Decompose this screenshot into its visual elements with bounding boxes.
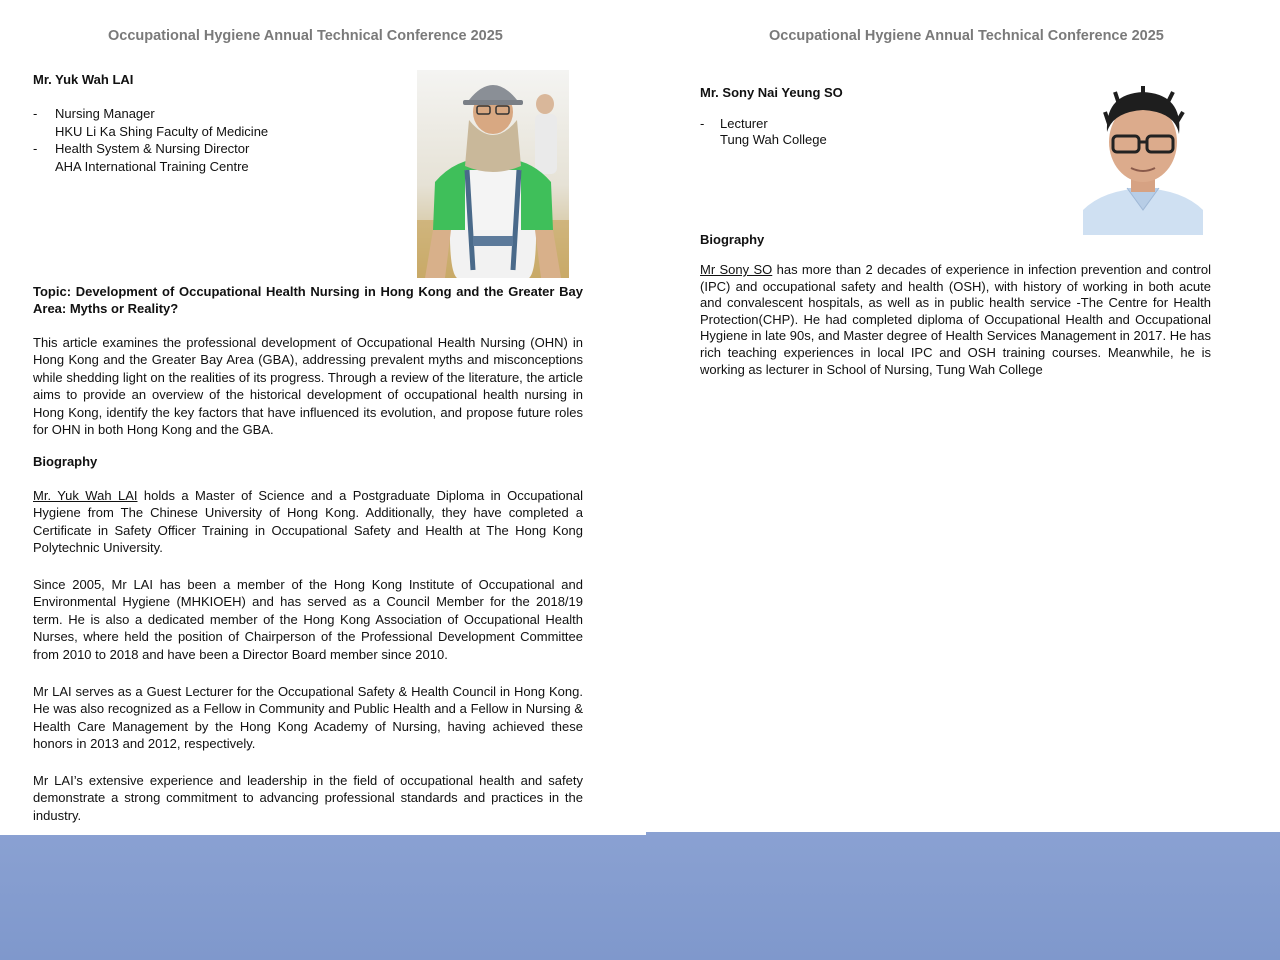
background-band	[0, 832, 1280, 960]
bio-paragraph	[700, 262, 1211, 378]
role-title: Lecturer	[720, 116, 768, 131]
bio-paragraph: Mr LAI serves as a Guest Lecturer for the Occupational Safety & Health Council in Hong Kong. He was also recognized as a Fellow in Community and Public Health and a Fellow in Nursing & Health Care Management by the Hong Kong Academy of Nursing, having achieved these honors in 2013 and 2012, respectively.	[33, 684, 583, 752]
role-org: Tung Wah College	[720, 132, 827, 147]
bio-paragraph: Mr LAI’s extensive experience and leadership in the field of occupational health and safety demonstrate a strong commitment to advancing professional standards and practices in the industry.	[33, 773, 583, 823]
speaker-roles	[33, 105, 268, 175]
role-org: AHA International Training Centre	[55, 158, 249, 174]
biography-heading: Biography	[33, 454, 98, 469]
bio-paragraph: Since 2005, Mr LAI has been a member of the Hong Kong Institute of Occupational and Environmental Hygiene (MHKIOEH) and has served as a Council Member for the 2018/19 term. He is also a dedicated member of the Hong Kong Association of Occupational Health Nurses, where held the position of Chairperson of the Professional Development Committee from 2010 to 2018 and have been a Director Board member since 2010.	[33, 577, 583, 662]
speaker-name: Mr. Yuk Wah LAI	[33, 72, 134, 87]
role-title: Nursing Manager	[55, 106, 155, 121]
role-item: - Health System & Nursing Director AHA International Training Centre	[33, 141, 250, 174]
talk-abstract: This article examines the professional development of Occupational Health Nursing (OHN) in Hong Kong and the Greater Bay Area (GBA), addressing prevalent myths and misconceptions while shedding light on the realities of its progress. Through a review of the literature, the article aims to provide an overview of the historical development of occupational health nursing in Hong Kong, identify the key factors that have influenced its evolution, and propose future roles for OHN in both Hong Kong and the GBA.	[33, 335, 583, 438]
bio-paragraph-text: holds a Master of Science and a Postgraduate Diploma in Occupational Hygiene from The Chinese University of Hong Kong. Additionally, they have completed a Certificate in Safety Officer Training in Occupational Safety and Health at The Hong Kong Polytechnic University.	[33, 488, 583, 556]
biography-heading: Biography	[700, 232, 765, 247]
bio-speaker-name: Mr. Yuk Wah LAI	[33, 488, 138, 503]
speaker-roles	[700, 116, 827, 148]
page-right	[647, 0, 1280, 832]
bio-paragraph	[33, 487, 583, 557]
bio-speaker-name: Mr Sony SO	[700, 262, 773, 277]
role-org: HKU Li Ka Shing Faculty of Medicine	[55, 123, 269, 139]
speaker-name: Mr. Sony Nai Yeung SO	[700, 85, 843, 100]
headshot-portrait-photo	[1083, 82, 1203, 235]
role-item: - Lecturer Tung Wah College	[700, 116, 827, 147]
page-header: Occupational Hygiene Annual Technical Conference 2025	[769, 28, 1164, 44]
talk-topic: Topic: Development of Occupational Health Nursing in Hong Kong and the Greater Bay Area: Myths or Reality?	[33, 284, 583, 317]
page-header: Occupational Hygiene Annual Technical Conference 2025	[108, 28, 503, 44]
hiker-portrait-photo	[417, 70, 569, 278]
role-title: Health System & Nursing Director	[55, 141, 250, 156]
bio-paragraph-text: has more than 2 decades of experience in infection prevention and control (IPC) and occupational safety and health (OSH), with history of working in both acute and convalescent hospitals, as well as in public health service -The Centre for Health Protection(CHP). He had completed diploma of Occupational Health and Occupational Hygiene in late 90s, and Master degree of Health Services Management in 2017. He has rich teaching experiences in local IPC and OSH training courses. Meanwhile, he is working as lecturer in School of Nursing, Tung Wah College	[700, 262, 1212, 377]
role-item: - Nursing Manager HKU Li Ka Shing Faculty of Medicine	[33, 106, 269, 139]
page-left	[0, 0, 646, 835]
